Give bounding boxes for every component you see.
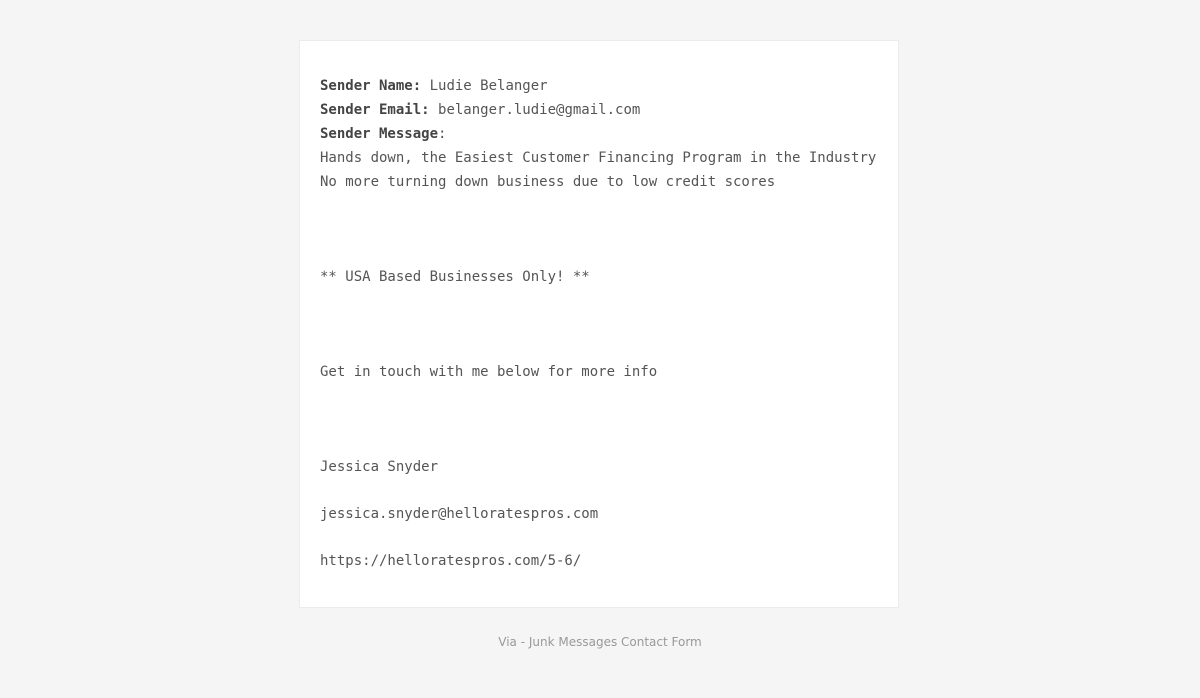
sender-message-colon: : <box>438 126 447 142</box>
signature-url-link[interactable]: https://helloratespros.com/5-6/ <box>320 553 582 569</box>
signature-name: Jessica Snyder <box>320 459 439 475</box>
sender-email-value: belanger.ludie@gmail.com <box>438 102 641 118</box>
sender-name-value: Ludie Belanger <box>429 78 548 94</box>
footer-via-text: Via - Junk Messages Contact Form <box>498 635 702 649</box>
sender-message-row <box>320 122 878 146</box>
spacer <box>320 289 878 360</box>
spacer <box>320 194 878 265</box>
sender-name-row <box>320 74 878 98</box>
sender-email-label: Sender Email: <box>320 102 430 118</box>
email-card <box>299 40 899 608</box>
spacer <box>320 479 878 502</box>
sender-message-label: Sender Message <box>320 126 439 142</box>
message-intro: Hands down, the Easiest Customer Financing Program in the Industry No more turning down business due to low credit scores <box>320 150 877 190</box>
signature-email-link[interactable]: jessica.snyder@helloratespros.com <box>320 506 599 522</box>
sender-email-row <box>320 98 878 122</box>
message-call-to-action: Get in touch with me below for more info <box>320 364 658 380</box>
spacer <box>320 526 878 549</box>
sender-name-label: Sender Name: <box>320 78 422 94</box>
spacer <box>320 384 878 455</box>
message-usa-notice: ** USA Based Businesses Only! ** <box>320 269 590 285</box>
